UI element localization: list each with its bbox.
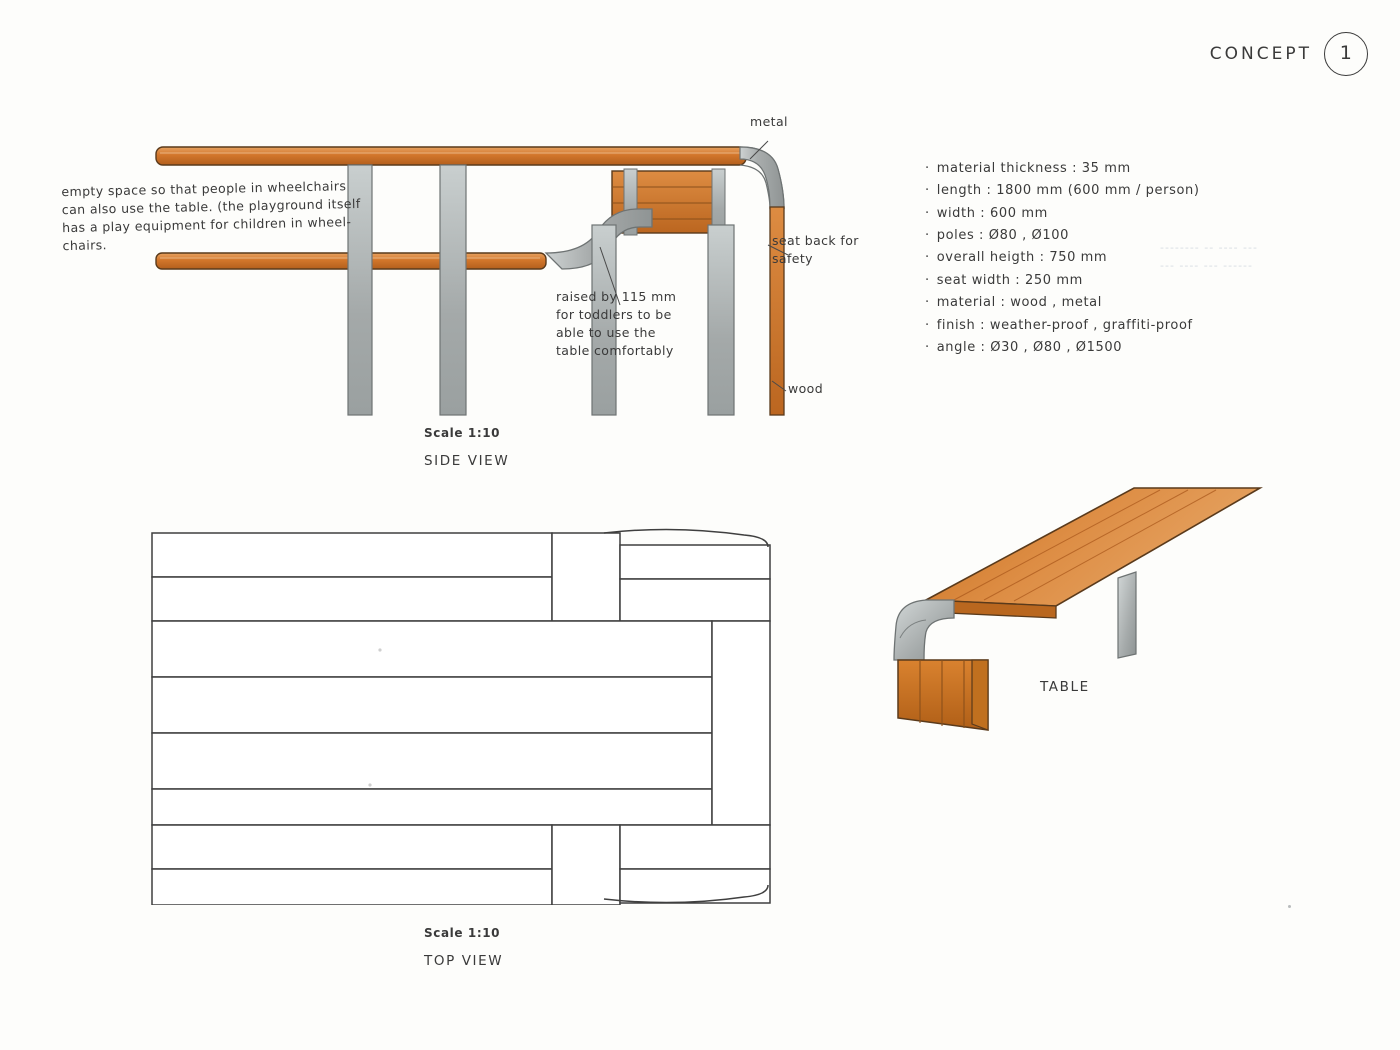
spec-text: finish : weather-proof , graffiti-proof: [936, 317, 1193, 333]
top-view-caption: [424, 925, 503, 972]
label-metal: metal: [750, 114, 788, 129]
bullet-icon: ·: [925, 205, 930, 221]
spec-text: width : 600 mm: [936, 205, 1048, 221]
spec-text: length : 1800 mm (600 mm / person): [936, 183, 1200, 199]
spec-item: [925, 180, 1345, 202]
concept-title: CONCEPT: [1209, 43, 1312, 64]
note-seat-back: seat back for safety: [772, 233, 859, 267]
side-view-title: SIDE VIEW: [424, 453, 510, 470]
spec-text: poles : Ø80 , Ø100: [936, 228, 1069, 244]
bullet-icon: ·: [925, 339, 930, 355]
bullet-icon: ·: [925, 272, 930, 288]
note-raised-height: raised by 115 mm for toddlers to be able to use the table comfortably: [556, 289, 677, 359]
spec-item: [925, 247, 1345, 269]
spec-item: [925, 225, 1345, 247]
spec-text: overall heigth : 750 mm: [936, 250, 1108, 266]
side-view-caption: [424, 425, 509, 472]
specification-list: [925, 158, 1345, 359]
bullet-icon: ·: [925, 317, 930, 333]
table-view-caption: [1040, 678, 1090, 698]
spec-item: [925, 158, 1345, 180]
bullet-icon: ·: [925, 183, 930, 199]
concept-header: [1210, 32, 1368, 76]
faint-text-line-2: --- ---- --- ------: [1160, 259, 1253, 272]
top-view-drawing: [130, 515, 790, 909]
side-view-drawing: [120, 95, 880, 439]
bullet-icon: ·: [925, 228, 930, 244]
spec-item: [925, 203, 1345, 225]
label-wood: wood: [788, 381, 824, 396]
faint-text-line-1: -------- -- ---- ---: [1160, 241, 1258, 254]
table-view-title: TABLE: [1040, 679, 1090, 695]
concept-number-badge: 1: [1324, 32, 1368, 76]
spec-item: [925, 337, 1345, 359]
spec-item: [925, 270, 1345, 292]
bullet-icon: ·: [925, 295, 930, 311]
top-view-title: TOP VIEW: [424, 953, 504, 970]
perspective-table-drawing: [860, 460, 1280, 764]
spec-item: [925, 315, 1345, 337]
note-wheelchair-access: empty space so that people in wheelchairs can also use the table. (the playground itself has a play equipment for children in wheel-chairs.: [61, 178, 361, 254]
spec-text: angle : Ø30 , Ø80 , Ø1500: [936, 339, 1123, 355]
spec-item: [925, 292, 1345, 314]
side-view-scale: Scale 1:10: [424, 426, 501, 440]
bullet-icon: ·: [925, 161, 930, 176]
spec-text: material thickness : 35 mm: [936, 161, 1131, 176]
stray-pencil-mark: [1288, 905, 1291, 908]
spec-text: seat width : 250 mm: [936, 272, 1083, 288]
top-view-scale: Scale 1:10: [424, 926, 501, 940]
spec-text: material : wood , metal: [936, 295, 1102, 311]
bullet-icon: ·: [925, 250, 930, 266]
